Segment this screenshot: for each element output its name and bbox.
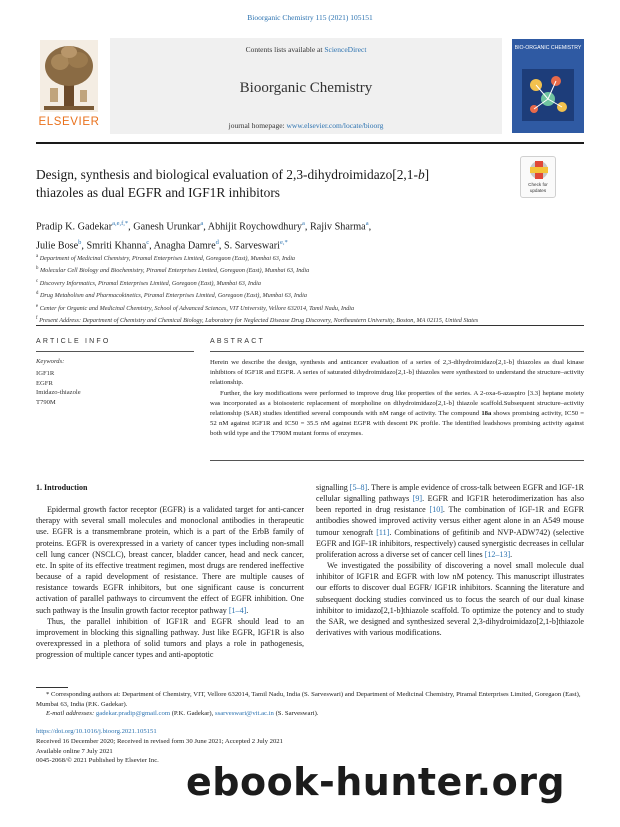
article-info-rule <box>36 351 194 352</box>
journal-homepage <box>110 121 502 130</box>
affiliation-mark: f <box>36 316 38 322</box>
homepage-prefix: journal homepage: <box>228 121 287 130</box>
article-info-heading: ARTICLE INFO <box>36 338 111 345</box>
affiliation-item <box>36 277 584 289</box>
intro-paragraph-1: Epidermal growth factor receptor (EGFR) is a validated target for anti-cancer therapy with several small molecules and monoclonal antibodies in therapeutic use. EGFR is a transmembrane protein, which is a part of the ErbB family of proteins. EGFR is overexpressed in a variety of cancer types including non-small cell lung cancer (NSCLC), breast cancer, bladder cancer, head and neck cancer, etc. In spite of its effective treatment regimen, most drugs are rendered ineffective because of a rapid development of resistance. There are multiple causes of resistance towards EGFR inhibitors, but one significant cause is concurrent activation of parallel pathways to circumvent the effect of EGFR inhibition. One such pathway is the Insulin growth factor receptor pathway [1–4]. <box>36 505 304 615</box>
introduction-heading: 1. Introduction <box>36 483 88 492</box>
author-separator: , <box>368 221 372 233</box>
author-affiliation-mark[interactable]: c <box>146 239 150 247</box>
affiliation-item <box>36 252 584 264</box>
abstract-bottom-rule <box>210 460 584 461</box>
ref-link-12-13[interactable]: [12–13] <box>484 549 511 559</box>
crossmark-line2: updates <box>529 187 547 193</box>
abstract-body <box>210 358 584 440</box>
author-separator: , <box>304 221 310 233</box>
author-name[interactable]: Ganesh Urunkar <box>133 221 201 233</box>
author-separator: , <box>218 240 224 252</box>
email-link-sarveswari[interactable]: ssarveswari@vit.ac.in <box>214 710 274 717</box>
elsevier-logo[interactable] <box>36 38 102 133</box>
p3-text-c: . EGFR and IGF1R heterodimerization has also been reported in drug resistance <box>316 494 584 515</box>
author-separator: , <box>203 221 208 233</box>
affiliation-item <box>36 289 584 301</box>
author-affiliation-mark[interactable]: a <box>301 220 305 227</box>
received-dates: Received 16 December 2020; Received in revised form 30 June 2021; Accepted 2 July 2021 <box>36 737 283 745</box>
ref-link-5-8[interactable]: [5–8] <box>349 483 368 492</box>
corresponding-author-note: * Corresponding authors at: Department of Chemistry, VIT, Vellore 632014, Tamil Nadu, India (S. Sarveswari) and Department of Medicinal Chemistry, Piramal Enterprises Limited, Goregaon (East), Mumbai 63, India (P.K. Gadekar). <box>36 691 581 708</box>
p3-text-b: . There is ample evidence of cross-talk between EGFR and IGF-1R cellular signalling pathways <box>316 483 584 504</box>
email1-owner: (P.K. Gadekar), <box>170 710 215 717</box>
author-affiliation-mark[interactable]: e,* <box>279 239 288 247</box>
p3-text-a: signalling <box>316 483 350 492</box>
elsevier-tree-icon <box>40 40 98 112</box>
author-name[interactable]: Smriti Khanna <box>86 240 147 252</box>
title-part-2: ] <box>424 167 430 182</box>
article-title <box>36 166 506 202</box>
affiliation-text: Drug Metabolism and Pharmacokinetics, Piramal Enterprises Limited, Goregaon (East), Mumbai 63, India <box>39 292 307 300</box>
author-affiliation-mark[interactable]: a,e,f,* <box>112 220 129 227</box>
crossmark-icon <box>530 161 548 179</box>
author-separator: , <box>128 221 134 233</box>
email-link-gadekar[interactable]: gadekar.pradip@gmail.com <box>95 710 171 717</box>
affiliation-list <box>36 252 584 327</box>
abstract-rule <box>210 351 584 352</box>
affiliation-text: Present Address: Department of Chemistry and Chemical Biology, Laboratory for Neglected Disease Drug Discovery, Northeastern University, Boston, MA 02115, United States <box>39 317 479 325</box>
available-online: Available online 7 July 2021 <box>36 747 113 755</box>
title-part-1: Design, synthesis and biological evaluation of 2,3-dihydroimidazo[2,1- <box>36 167 418 182</box>
sciencedirect-link[interactable]: ScienceDirect <box>324 45 367 54</box>
author-name[interactable]: Pradip K. Gadekar <box>36 221 113 233</box>
intro-paragraph-2: Thus, the parallel inhibition of IGF1R and EGFR should lead to an improvement in blocking this signalling pathway. Just like EGFR, IGF1R is also overexpressed in a plethora of solid tumors and plays a role in pathogenesis, progression of multiple cancer types and anti-apoptotic <box>36 616 304 660</box>
masthead-center-panel <box>110 38 502 134</box>
footnote-rule <box>36 687 68 688</box>
keyword-item: T790M <box>36 398 56 406</box>
crossmark-button[interactable] <box>520 156 556 198</box>
author-name[interactable]: S. Sarveswari <box>223 240 280 252</box>
compound-18a: 18a <box>481 410 492 418</box>
abstract-paragraph-1: Herein we describe the design, synthesis and anticancer evaluation of a series of 2,3-dihydroimidazo[2,1-b] thiazoles as dual kinase inhibitors of IGF1R and EGFR. A series of saturated dihydroimidazo[2,1-b] thiazoles were synthesized to understand the structure–activity relationship. <box>210 359 584 387</box>
email-addresses <box>46 710 584 717</box>
keywords-list <box>36 369 81 407</box>
p3-text-e: . Combinations of gefitinib and NVP-ADW742) (selective EGFR and IGF-1R inhibitors, respectively) caused synergistic decreases in cellular proliferation across a diverse set of cancer cell lines <box>316 527 584 559</box>
crossmark-label <box>521 182 555 193</box>
author-separator: , <box>81 240 87 252</box>
author-name[interactable]: Anagha Damre <box>153 240 216 252</box>
ref-link-1-4[interactable]: [1–4] <box>228 605 247 615</box>
keyword-item: IGF1R <box>36 370 55 377</box>
header-divider <box>36 325 584 326</box>
keyword-item: Imidazo-thiazole <box>36 389 81 397</box>
title-line-2: thiazoles as dual EGFR and IGF1R inhibitors <box>36 185 280 200</box>
author-name[interactable]: Julie Bose <box>36 240 79 252</box>
affiliation-item <box>36 264 584 276</box>
journal-masthead <box>36 38 584 134</box>
ref-link-9[interactable]: [9] <box>412 494 423 504</box>
author-affiliation-mark[interactable]: d <box>215 239 219 247</box>
email2-owner: (S. Sarveswari). <box>273 710 319 717</box>
ref-link-11[interactable]: [11] <box>376 527 390 537</box>
intro-paragraph-4: We investigated the possibility of discovering a novel small molecule dual inhibitor of IGF1R and EGFR with low nM potency. This manuscript illustrates our efforts to discover dual EGFR/ IGF1R inhibitors. Scanning the literature and subsequent docking studies convinced us to focus the search of our dual kinase inhibitor to imidazo[2,1-b]thiazole scaffold. To optimize the potency and to study the SAR, we designed and synthesized several 2,3-dihydroimidazo[2,1-b]thiazole derivatives with various modifications. <box>316 561 584 638</box>
journal-citation-link[interactable]: Bioorganic Chemistry 115 (2021) 105151 <box>247 13 373 22</box>
p3-text-d: . The combination of IGF-1R and EGFR antibodies showed improved activity versus either agent alone in an A549 mouse tumour xenograft <box>316 505 584 537</box>
affiliation-text: Department of Medicinal Chemistry, Piramal Enterprises Limited, Goregaon (East), Mumbai 63, India <box>39 255 296 263</box>
author-name[interactable]: Rajiv Sharma <box>309 221 366 233</box>
journal-cover-image[interactable] <box>512 39 584 133</box>
affiliation-text: Center for Organic and Medicinal Chemistry, School of Advanced Sciences, VIT University, Vellore 632014, Tamil Nadu, India <box>39 304 355 312</box>
abstract-paragraph-2 <box>210 389 584 440</box>
affiliation-mark: d <box>36 291 39 297</box>
author-list <box>36 216 536 255</box>
crossmark-line1: Check for <box>528 182 548 187</box>
author-affiliation-mark[interactable]: b <box>78 239 82 247</box>
body-right-column <box>316 482 584 638</box>
affiliation-text: Discovery Informatics, Piramal Enterprises Limited, Goregaon (East), Mumbai 63, India <box>39 280 261 287</box>
affiliation-text: Molecular Cell Biology and Biochemistry, Piramal Enterprises Limited, Goregaon (East), Mumbai 63, India <box>39 267 310 275</box>
intro-p1-text: Epidermal growth factor receptor (EGFR) is a validated target for anti-cancer therapy with several small molecules and monoclonal antibodies in therapeutic use. EGFR is a transmembrane protein, which is a part of the ErbB family of proteins. EGFR is overexpressed in a variety of cancer types including non-small cell lung cancer (NSCLC), breast cancer, bladder cancer, head and neck cancer, etc. In spite of its effective treatment regimen, most drugs are rendered ineffective because of a rapid development of resistance. There are multiple causes of resistance towards EGFR inhibitors, but one significant cause is concurrent activation of parallel pathways to circumvent the effect of EGFR inhibition. One such pathway is the Insulin growth factor receptor pathway <box>36 505 304 615</box>
homepage-link[interactable]: www.elsevier.com/locate/bioorg <box>286 121 384 130</box>
abstract-heading: ABSTRACT <box>210 338 265 345</box>
keyword-item: EGFR <box>36 379 53 387</box>
cover-molecule-art <box>522 69 574 121</box>
journal-name: Bioorganic Chemistry <box>239 80 373 96</box>
abstract-p2-end: shows promising activity, IC50 = 52 nM against IGF1R and IC50 = 35.5 nM against EGFR with descent PK profile. The identified leadshows promising activity against both wild type and the T790M mutant forms of enzymes. <box>210 410 584 438</box>
site-watermark: ebook-hunter.org <box>186 760 566 804</box>
affiliation-mark: b <box>36 266 39 272</box>
email-label: E-mail addresses: <box>46 710 96 717</box>
title-italic: b <box>417 167 425 182</box>
body-left-column <box>36 482 304 660</box>
author-affiliation-mark[interactable]: a <box>200 220 204 227</box>
author-name[interactable]: Abhijit Roychowdhury <box>207 221 302 233</box>
contents-prefix: Contents lists available at <box>245 45 325 54</box>
affiliation-item <box>36 302 584 314</box>
doi-link[interactable]: https://doi.org/10.1016/j.bioorg.2021.105151 <box>36 728 157 735</box>
ref-link-10[interactable]: [10] <box>429 505 443 515</box>
elsevier-wordmark: ELSEVIER <box>38 116 100 128</box>
author-separator: , <box>149 240 154 252</box>
copyright: 0045-2068/© 2021 Published by Elsevier Inc. <box>36 757 159 765</box>
contents-availability <box>110 45 502 54</box>
abstract-p2-start: Further, the key modifications were performed to improve drug like properties of the series. A 2-oxa-6-azaspiro [3.3] heptane moiety was incorporated as a bioisosteric replacement of morpholine on dihydroimidazo[2,1-b] thiazole scaffold.Subsequent structure–activity relationship (SAR) studies identified several compounds with nM range of activity. The compound <box>210 389 584 418</box>
affiliation-mark: e <box>36 303 39 309</box>
affiliation-mark: c <box>36 278 39 284</box>
affiliation-mark: a <box>36 254 39 259</box>
intro-paragraph-3: signalling [5–8]. There is ample evidence of cross-talk between EGFR and IGF-1R cellular signalling pathways [9]. EGFR and IGF1R heterodimerization has also been reported in drug resistance [10]. The combination of IGF-1R and EGFR antibodies showed improved activity versus either agent alone in an A549 mouse tumour xenograft [11]. Combinations of gefitinib and NVP-ADW742) (selective EGFR and IGF-1R inhibitors, respectively) caused synergistic decreases in cellular proliferation across a diverse set of cancer cell lines [12–13]. <box>316 483 584 559</box>
cover-title: BIO-ORGANIC CHEMISTRY <box>514 45 582 51</box>
masthead-divider <box>36 142 584 144</box>
keywords-label: Keywords: <box>36 358 65 365</box>
author-affiliation-mark[interactable]: a <box>365 220 369 227</box>
